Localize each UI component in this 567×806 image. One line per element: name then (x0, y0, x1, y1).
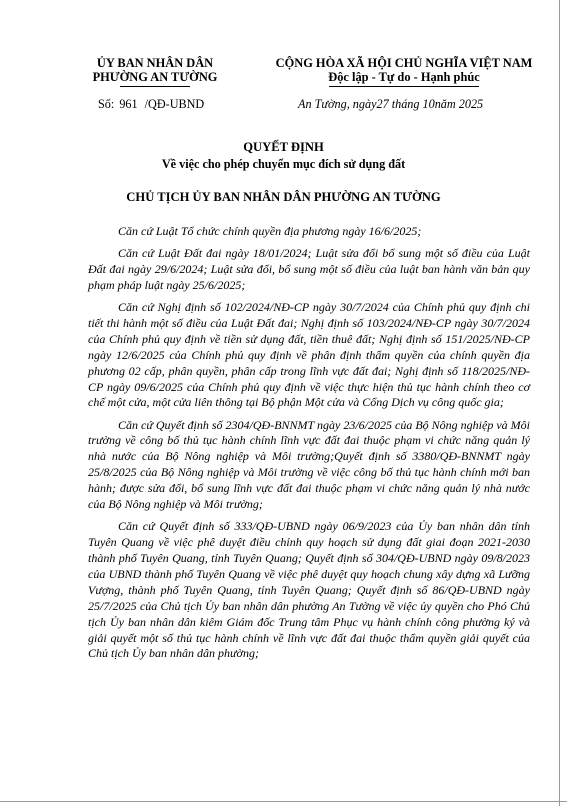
date-line: An Tường, ngày27 tháng 10năm 2025 (298, 97, 484, 111)
motto-line-2: Độc lập - Tự do - Hạnh phúc (328, 70, 480, 84)
page-border-right (559, 0, 560, 806)
document-subject: Về việc cho phép chuyển mục đích sử dụng đất (161, 157, 406, 171)
national-motto (256, 56, 552, 87)
page-border-bottom (0, 801, 567, 802)
issuing-authority: CHỦ TỊCH ỦY BAN NHÂN DÂN PHƯỜNG AN TƯỜNG (126, 190, 441, 204)
legal-basis-paragraph: Căn cứ Luật Tổ chức chính quyền địa phương ngày 16/6/2025; (118, 224, 422, 238)
agency-underline (120, 86, 190, 87)
legal-basis-paragraph: Căn cứ Quyết định số 2304/QĐ-BNNMT ngày 23/6/2025 của Bộ Nông nghiệp và Môi trường về công bố thủ tục hành chính lĩnh vực đất đai thuộc phạm vi chức năng quản lý nhà nước của Bộ Nông nghiệp và Môi trường;Quyết định số 3380/QĐ-BNNMT ngày 25/8/2025 của Bộ Nông nghiệp và Môi trường về việc công bố thủ tục hành chính mới ban hành; được sửa đổi, bổ sung lĩnh vực đất đai thuộc phạm vi chức năng quản lý nhà nước của Bộ Nông nghiệp và Môi trường; (88, 417, 530, 512)
legal-basis-paragraph: Căn cứ Luật Đất đai ngày 18/01/2024; Luật sửa đổi bổ sung một số điều của Luật Đất đai ngày 29/6/2024; Luật sửa đổi, bổ sung một số điều của luật ban hành văn bản quy phạm pháp luật ngày 25/6/2025; (88, 246, 530, 292)
doc-number-value: 961 (119, 97, 138, 111)
legal-basis-paragraph: Căn cứ Nghị định số 102/2024/NĐ-CP ngày 30/7/2024 của Chính phủ quy định chi tiết thi hành một số điều của Luật Đất đai; Nghị định số 103/2024/NĐ-CP ngày 30/7/2024 của Chính phủ quy định về tiền sử dụng đất, tiền thuê đất; Nghị định số 151/2025/NĐ-CP ngày 12/6/2025 của Chính phủ quy định về phân định thẩm quyền của chính quyền địa phương 02 cấp, phân quyền, phân cấp trong lĩnh vực đất đai; Nghị định số 118/2025/NĐ-CP ngày 09/6/2025 của Chính phủ quy định về việc thực hiện thủ tục hành chính theo cơ chế một cửa, một cửa liên thông tại Bộ phận Một cửa và Cổng Dịch vụ công quốc gia; (88, 300, 530, 410)
agency-line-1: ỦY BAN NHÂN DÂN (96, 56, 214, 70)
document-number (98, 97, 204, 112)
agency-line-2: PHƯỜNG AN TƯỜNG (92, 70, 218, 84)
motto-underline (329, 86, 479, 87)
doc-number-prefix: Số: (98, 97, 115, 111)
document-body (88, 224, 530, 669)
document-title: QUYẾT ĐỊNH (243, 140, 324, 154)
doc-number-suffix: /QĐ-UBND (144, 97, 205, 111)
issuing-agency (60, 56, 250, 87)
motto-line-1: CỘNG HÒA XÃ HỘI CHỦ NGHĨA VIỆT NAM (275, 56, 533, 70)
legal-basis-paragraph: Căn cứ Quyết định số 333/QĐ-UBND ngày 06/9/2023 của Ủy ban nhân dân tỉnh Tuyên Quang về việc phê duyệt điều chỉnh quy hoạch sử dụng đất giai đoạn 2021-2030 thành phố Tuyên Quang, tỉnh Tuyên Quang; Quyết định số 304/QĐ-UBND ngày 09/8/2023 của UBND thành phố Tuyên Quang về việc phê duyệt quy hoạch chung xây dựng xã Lưỡng Vượng, thành phố Tuyên Quang, tỉnh Tuyên Quang; Quyết định số 86/QĐ-UBND ngày 25/7/2025 của Chủ tịch Ủy ban nhân dân phường An Tường về việc ủy quyền cho Phó Chủ tịch Ủy ban nhân dân kiêm Giám đốc Trung tâm Phục vụ hành chính công phường ký và giải quyết một số thủ tục hành chính về lĩnh vực đất đai thuộc thẩm quyền giải quyết của Chủ tịch Ủy ban nhân dân phường; (88, 519, 530, 661)
